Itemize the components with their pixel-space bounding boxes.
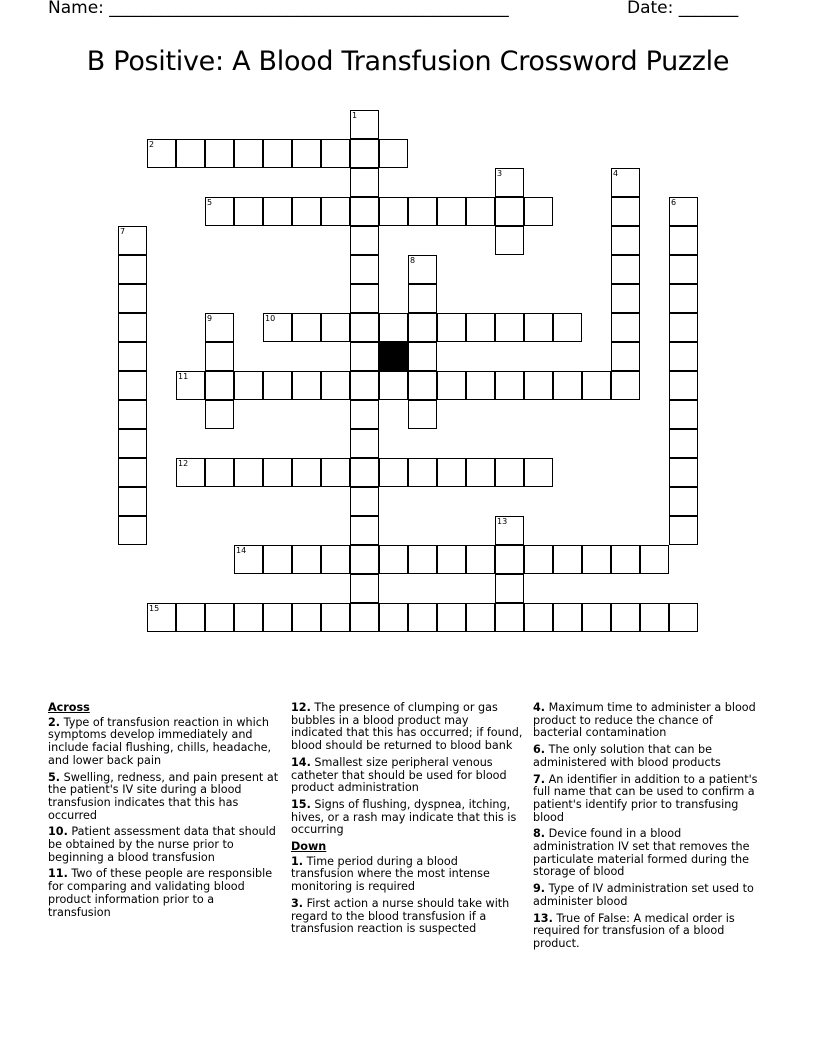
crossword-cell[interactable] xyxy=(205,371,234,400)
crossword-cell[interactable] xyxy=(205,313,234,342)
clue-number: 2. xyxy=(48,715,61,729)
clue-number-label: 15 xyxy=(149,604,160,613)
crossword-cell[interactable] xyxy=(669,400,698,429)
crossword-cell[interactable] xyxy=(495,603,524,632)
crossword-cell[interactable] xyxy=(553,371,582,400)
clue-number-label: 5 xyxy=(207,198,213,207)
crossword-cell[interactable] xyxy=(437,371,466,400)
crossword-cell[interactable] xyxy=(669,197,698,226)
crossword-cell[interactable] xyxy=(263,458,292,487)
crossword-cell[interactable] xyxy=(118,400,147,429)
down-clue-3 xyxy=(291,898,523,936)
crossword-cell[interactable] xyxy=(437,603,466,632)
crossword-cell[interactable] xyxy=(466,545,495,574)
across-clue-14 xyxy=(291,757,523,795)
down-clue-1 xyxy=(291,856,523,894)
across-heading: Across xyxy=(48,701,90,714)
clue-number: 1. xyxy=(291,854,304,868)
clues-column-2 xyxy=(291,702,523,940)
crossword-cell[interactable] xyxy=(611,545,640,574)
date-field: Date: _______ xyxy=(627,0,739,18)
crossword-cell[interactable] xyxy=(437,545,466,574)
crossword-cell[interactable] xyxy=(669,226,698,255)
across-clue-10 xyxy=(48,826,280,864)
crossword-cell[interactable] xyxy=(408,313,437,342)
down-clue-8 xyxy=(533,828,765,879)
crossword-cell[interactable] xyxy=(118,371,147,400)
clue-text: Type of transfusion reaction in which symptoms develop immediately and include facial flushing, chills, headache, and lower back pain xyxy=(48,715,272,767)
crossword-cell[interactable] xyxy=(321,371,350,400)
crossword-cell[interactable] xyxy=(379,603,408,632)
crossword-cell[interactable] xyxy=(118,255,147,284)
crossword-cell[interactable] xyxy=(176,371,205,400)
crossword-cell[interactable] xyxy=(669,487,698,516)
crossword-cell[interactable] xyxy=(669,603,698,632)
crossword-cell[interactable] xyxy=(118,226,147,255)
crossword-cell[interactable] xyxy=(669,313,698,342)
crossword-cell[interactable] xyxy=(524,313,553,342)
crossword-cell[interactable] xyxy=(466,458,495,487)
crossword-cell[interactable] xyxy=(466,371,495,400)
down-clue-6 xyxy=(533,744,765,769)
crossword-cell[interactable] xyxy=(350,574,379,603)
crossword-cell[interactable] xyxy=(321,139,350,168)
clue-number-label: 10 xyxy=(265,314,276,323)
crossword-cell[interactable] xyxy=(350,313,379,342)
clue-number-label: 4 xyxy=(613,169,619,178)
crossword-cell[interactable] xyxy=(611,342,640,371)
crossword-cell[interactable] xyxy=(263,313,292,342)
crossword-cell[interactable] xyxy=(205,603,234,632)
crossword-block xyxy=(379,342,408,371)
crossword-cell[interactable] xyxy=(292,371,321,400)
clue-number: 15. xyxy=(291,797,311,811)
crossword-cell[interactable] xyxy=(669,342,698,371)
crossword-cell[interactable] xyxy=(263,545,292,574)
crossword-cell[interactable] xyxy=(611,226,640,255)
crossword-cell[interactable] xyxy=(379,458,408,487)
crossword-cell[interactable] xyxy=(292,603,321,632)
crossword-cell[interactable] xyxy=(263,197,292,226)
clue-text: The presence of clumping or gas bubbles in a blood product may indicated that this has occurred; if found, blood should be returned to blood bank xyxy=(291,701,523,753)
crossword-cell[interactable] xyxy=(350,168,379,197)
clue-number-label: 7 xyxy=(120,227,126,236)
crossword-cell[interactable] xyxy=(350,284,379,313)
clue-number: 8. xyxy=(533,827,546,841)
clue-number: 10. xyxy=(48,825,68,839)
crossword-cell[interactable] xyxy=(234,371,263,400)
crossword-cell[interactable] xyxy=(350,458,379,487)
crossword-cell[interactable] xyxy=(495,516,524,545)
crossword-cell[interactable] xyxy=(205,139,234,168)
down-clue-7 xyxy=(533,774,765,825)
clue-number: 5. xyxy=(48,770,61,784)
crossword-cell[interactable] xyxy=(176,458,205,487)
crossword-cell[interactable] xyxy=(611,603,640,632)
crossword-cell[interactable] xyxy=(524,603,553,632)
crossword-cell[interactable] xyxy=(524,371,553,400)
clue-number: 9. xyxy=(533,882,546,896)
clue-number-label: 12 xyxy=(178,459,189,468)
crossword-cell[interactable] xyxy=(640,545,669,574)
name-field: Name: _______________________________________________ xyxy=(48,0,509,18)
clue-number-label: 11 xyxy=(178,372,189,381)
crossword-cell[interactable] xyxy=(495,197,524,226)
clue-number: 14. xyxy=(291,755,311,769)
crossword-cell[interactable] xyxy=(437,313,466,342)
crossword-cell[interactable] xyxy=(118,516,147,545)
crossword-cell[interactable] xyxy=(350,226,379,255)
clue-number: 4. xyxy=(533,701,546,714)
crossword-cell[interactable] xyxy=(350,342,379,371)
crossword-cell[interactable] xyxy=(466,603,495,632)
crossword-cell[interactable] xyxy=(408,400,437,429)
crossword-cell[interactable] xyxy=(350,197,379,226)
crossword-cell[interactable] xyxy=(669,429,698,458)
crossword-cell[interactable] xyxy=(205,458,234,487)
crossword-cell[interactable] xyxy=(582,371,611,400)
clue-number: 13. xyxy=(533,911,553,925)
crossword-cell[interactable] xyxy=(408,545,437,574)
crossword-cell[interactable] xyxy=(147,603,176,632)
crossword-cell[interactable] xyxy=(350,371,379,400)
crossword-cell[interactable] xyxy=(234,603,263,632)
crossword-cell[interactable] xyxy=(495,371,524,400)
crossword-cell[interactable] xyxy=(118,342,147,371)
crossword-cell[interactable] xyxy=(321,603,350,632)
clue-text: An identifier in addition to a patient's full name that can be used to confirm a patient's identify prior to transfusing blood xyxy=(533,772,758,824)
crossword-cell[interactable] xyxy=(234,139,263,168)
crossword-cell[interactable] xyxy=(495,313,524,342)
crossword-cell[interactable] xyxy=(408,284,437,313)
clue-number-label: 9 xyxy=(207,314,213,323)
crossword-cell[interactable] xyxy=(118,284,147,313)
clue-number-label: 13 xyxy=(497,517,508,526)
crossword-cell[interactable] xyxy=(118,429,147,458)
clue-text: Type of IV administration set used to administer blood xyxy=(533,882,754,908)
crossword-cell[interactable] xyxy=(553,603,582,632)
crossword-cell[interactable] xyxy=(234,545,263,574)
crossword-cell[interactable] xyxy=(669,371,698,400)
crossword-cell[interactable] xyxy=(118,487,147,516)
clues-column-1 xyxy=(48,702,280,923)
crossword-cell[interactable] xyxy=(582,545,611,574)
crossword-cell[interactable] xyxy=(321,197,350,226)
crossword-cell[interactable] xyxy=(292,139,321,168)
across-clue-11 xyxy=(48,868,280,919)
crossword-cell[interactable] xyxy=(524,545,553,574)
across-clue-12 xyxy=(291,702,523,753)
crossword-cell[interactable] xyxy=(350,255,379,284)
crossword-cell[interactable] xyxy=(437,458,466,487)
clue-text: Device found in a blood administration IV set that removes the particulate material formed during the storage of blood xyxy=(533,827,750,879)
crossword-cell[interactable] xyxy=(147,139,176,168)
crossword-cell[interactable] xyxy=(118,458,147,487)
crossword-cell[interactable] xyxy=(408,371,437,400)
clue-number-label: 6 xyxy=(671,198,677,207)
clue-number-label: 14 xyxy=(236,546,247,555)
clue-text: Swelling, redness, and pain present at the patient's IV site during a blood transfusion indicates that this has occurred xyxy=(48,770,279,822)
crossword-cell[interactable] xyxy=(553,545,582,574)
crossword-cell[interactable] xyxy=(350,603,379,632)
crossword-cell[interactable] xyxy=(379,139,408,168)
clue-text: Signs of flushing, dyspnea, itching, hives, or a rash may indicate that this is occurring xyxy=(291,797,517,837)
down-clue-9 xyxy=(533,883,765,908)
clue-text: Maximum time to administer a blood product to reduce the chance of bacterial contamination xyxy=(533,701,756,740)
crossword-cell[interactable] xyxy=(408,255,437,284)
crossword-cell[interactable] xyxy=(118,313,147,342)
crossword-cell[interactable] xyxy=(176,603,205,632)
crossword-cell[interactable] xyxy=(437,197,466,226)
crossword-cell[interactable] xyxy=(640,603,669,632)
clue-text: The only solution that can be administered with blood products xyxy=(533,743,721,769)
clue-number: 6. xyxy=(533,743,546,757)
crossword-cell[interactable] xyxy=(205,400,234,429)
crossword-cell[interactable] xyxy=(234,458,263,487)
down-clue-13 xyxy=(533,913,765,951)
crossword-cell[interactable] xyxy=(205,197,234,226)
crossword-cell[interactable] xyxy=(408,603,437,632)
down-heading: Down xyxy=(291,840,327,854)
clue-number: 3. xyxy=(291,896,304,910)
crossword-cell[interactable] xyxy=(611,371,640,400)
down-clue-4 xyxy=(533,702,765,740)
crossword-cell[interactable] xyxy=(495,458,524,487)
crossword-cell[interactable] xyxy=(263,371,292,400)
crossword-cell[interactable] xyxy=(408,458,437,487)
crossword-cell[interactable] xyxy=(466,197,495,226)
clue-number-label: 8 xyxy=(410,256,416,265)
crossword-cell[interactable] xyxy=(350,516,379,545)
crossword-cell[interactable] xyxy=(321,458,350,487)
crossword-cell[interactable] xyxy=(321,545,350,574)
crossword-cell[interactable] xyxy=(379,313,408,342)
crossword-cell[interactable] xyxy=(669,458,698,487)
clue-number-label: 2 xyxy=(149,140,155,149)
clue-number-label: 3 xyxy=(497,169,503,178)
crossword-cell[interactable] xyxy=(408,197,437,226)
crossword-cell[interactable] xyxy=(669,516,698,545)
clue-text: Patient assessment data that should be obtained by the nurse prior to beginning a blood transfusion xyxy=(48,825,276,864)
crossword-cell[interactable] xyxy=(292,197,321,226)
crossword-cell[interactable] xyxy=(553,313,582,342)
crossword-cell[interactable] xyxy=(350,139,379,168)
crossword-cell[interactable] xyxy=(495,545,524,574)
crossword-cell[interactable] xyxy=(263,603,292,632)
clue-text: Smallest size peripheral venous catheter that should be used for blood product administration xyxy=(291,755,507,795)
crossword-cell[interactable] xyxy=(350,110,379,139)
crossword-cell[interactable] xyxy=(350,487,379,516)
crossword-cell[interactable] xyxy=(350,429,379,458)
crossword-cell[interactable] xyxy=(205,342,234,371)
clue-number: 7. xyxy=(533,772,546,786)
crossword-cell[interactable] xyxy=(611,313,640,342)
across-clue-5 xyxy=(48,772,280,823)
puzzle-title: B Positive: A Blood Transfusion Crossword Puzzle xyxy=(86,46,730,77)
crossword-cell[interactable] xyxy=(379,371,408,400)
crossword-cell[interactable] xyxy=(495,226,524,255)
crossword-cell[interactable] xyxy=(292,545,321,574)
crossword-cell[interactable] xyxy=(669,284,698,313)
crossword-cell[interactable] xyxy=(234,197,263,226)
crossword-cell[interactable] xyxy=(524,458,553,487)
clue-number: 12. xyxy=(291,701,311,714)
crossword-cell[interactable] xyxy=(495,574,524,603)
across-clue-15 xyxy=(291,799,523,837)
crossword-cell[interactable] xyxy=(263,139,292,168)
crossword-cell[interactable] xyxy=(292,313,321,342)
crossword-cell[interactable] xyxy=(379,197,408,226)
crossword-cell[interactable] xyxy=(611,255,640,284)
crossword-cell[interactable] xyxy=(669,255,698,284)
crossword-cell[interactable] xyxy=(350,400,379,429)
across-clue-2 xyxy=(48,717,280,768)
crossword-cell[interactable] xyxy=(582,603,611,632)
crossword-cell[interactable] xyxy=(350,545,379,574)
clue-text: True of False: A medical order is required for transfusion of a blood product. xyxy=(533,911,735,950)
clue-number-label: 1 xyxy=(352,111,358,120)
crossword-cell[interactable] xyxy=(379,545,408,574)
crossword-cell[interactable] xyxy=(466,313,495,342)
crossword-cell[interactable] xyxy=(408,342,437,371)
crossword-cell[interactable] xyxy=(176,139,205,168)
crossword-cell[interactable] xyxy=(524,197,553,226)
clues-column-3 xyxy=(533,702,765,955)
crossword-cell[interactable] xyxy=(611,168,640,197)
clue-text: Time period during a blood transfusion where the most intense monitoring is required xyxy=(291,854,490,894)
clue-text: Two of these people are responsible for comparing and validating blood product information prior to a transfusion xyxy=(48,867,273,919)
crossword-cell[interactable] xyxy=(611,197,640,226)
crossword-cell[interactable] xyxy=(292,458,321,487)
crossword-cell[interactable] xyxy=(321,313,350,342)
clue-number: 11. xyxy=(48,867,68,881)
crossword-cell[interactable] xyxy=(495,168,524,197)
clue-text: First action a nurse should take with regard to the blood transfusion if a transfusion reaction is suspected xyxy=(291,896,510,936)
crossword-cell[interactable] xyxy=(611,284,640,313)
